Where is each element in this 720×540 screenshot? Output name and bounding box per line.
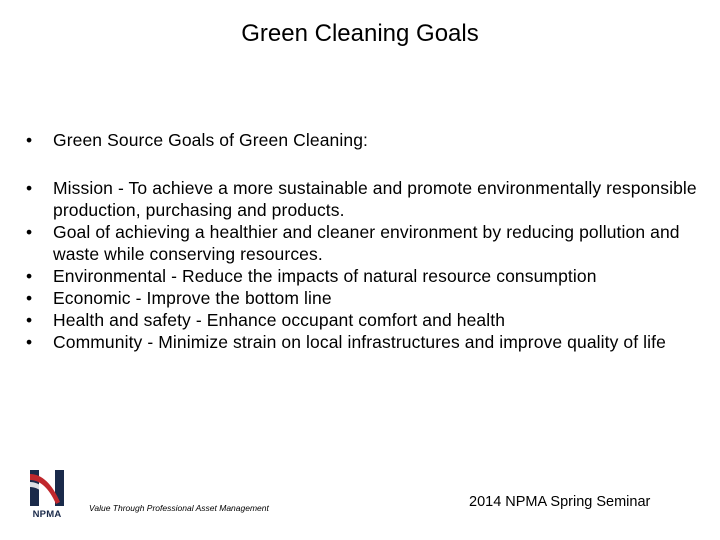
footer-event: 2014 NPMA Spring Seminar xyxy=(469,494,651,510)
bullet-glyph: • xyxy=(26,288,33,308)
logo-text: NPMA xyxy=(32,509,62,520)
goal-item-mission xyxy=(26,177,698,221)
bullet-glyph: • xyxy=(26,266,33,286)
slide-title: Green Cleaning Goals xyxy=(241,20,479,47)
goal-item-text: Environmental - Reduce the impacts of natural resource consumption xyxy=(53,266,597,286)
npma-logo xyxy=(26,468,68,524)
goal-item-text: Community - Minimize strain on local infrastructures and improve quality of life xyxy=(53,332,666,352)
goal-item-text: Health and safety - Enhance occupant comfort and health xyxy=(53,310,506,330)
goal-item-healthier-environment xyxy=(26,221,698,265)
bullet-glyph: • xyxy=(26,310,33,330)
goal-item-text: Goal of achieving a healthier and cleaner environment by reducing pollution and waste while conserving resources. xyxy=(53,222,680,264)
bullet-glyph: • xyxy=(26,222,33,242)
bullet-glyph: • xyxy=(26,178,33,198)
goal-item-text: Economic - Improve the bottom line xyxy=(53,288,332,308)
npma-logo-icon xyxy=(26,468,68,508)
goal-item-health-safety xyxy=(26,309,698,331)
intro-list xyxy=(26,129,698,151)
intro-bullet-text: Green Source Goals of Green Cleaning: xyxy=(53,130,368,150)
goals-list xyxy=(26,177,698,353)
bullet-glyph: • xyxy=(26,130,33,150)
intro-bullet xyxy=(26,129,698,151)
goal-item-environmental xyxy=(26,265,698,287)
footer-tagline: Value Through Professional Asset Management xyxy=(89,503,269,513)
goal-item-community xyxy=(26,331,698,353)
bullet-glyph: • xyxy=(26,332,33,352)
goal-item-text: Mission - To achieve a more sustainable and promote environmentally responsible production, purchasing and products. xyxy=(53,178,697,220)
goal-item-economic xyxy=(26,287,698,309)
